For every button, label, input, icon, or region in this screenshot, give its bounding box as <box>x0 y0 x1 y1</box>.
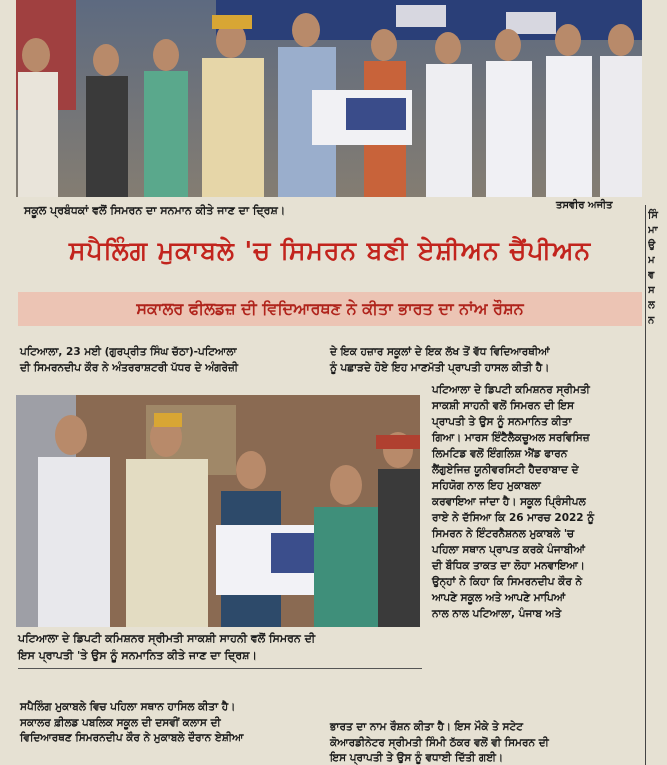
article-line: ਦੀ ਬੌਧਿਕ ਤਾਕਤ ਦਾ ਲੋਹਾ ਮਨਵਾਇਆ। <box>432 560 585 572</box>
article-line: ਇਸ ਪ੍ਰਾਪਤੀ ਤੇ ਉਸ ਨੂੰ ਵਧਾਈ ਦਿੱਤੀ ਗਈ। <box>330 752 504 764</box>
edge-line: ਉ <box>648 240 656 251</box>
article-line: ਉਨ੍ਹਾਂ ਨੇ ਕਿਹਾ ਕਿ ਸਿਮਰਨਦੀਪ ਕੌਰ ਨੇ <box>432 576 583 588</box>
top-photo-caption: ਸਕੂਲ ਪ੍ਰਬੰਧਕਾਂ ਵਲੋਂ ਸਿਮਰਨ ਦਾ ਸਨਮਾਨ ਕੀਤੇ ਜਾਣ ਦਾ ਦ੍ਰਿਸ਼। <box>24 204 286 217</box>
article-line: ਸਿਮਰਨ ਨੇ ਇੰਟਰਨੈਸ਼ਨਲ ਮੁਕਾਬਲੇ 'ਚ <box>432 528 575 540</box>
article-line: ਗਿਆ। ਮਾਰਸ ਇੰਟੈਲੈਕਚੂਅਲ ਸਰਵਿਸਿਜ਼ <box>432 432 590 444</box>
photo-credit: ਤਸਵੀਰ ਅਜੀਤ <box>556 200 613 211</box>
column-right-top <box>330 345 648 376</box>
column-rule <box>645 205 646 765</box>
edge-line: ਵ <box>648 270 655 281</box>
article-line: ਪ੍ਰਾਪਤੀ ਤੇ ਉਸ ਨੂੰ ਸਨਮਾਨਿਤ ਕੀਤਾ <box>432 416 572 428</box>
article-line: ਆਪਣੇ ਸਕੂਲ ਅਤੇ ਆਪਣੇ ਮਾਪਿਆਂ <box>432 592 566 604</box>
top-photo-illustration <box>16 0 642 197</box>
edge-line: ਲ <box>648 300 655 311</box>
column-mid-bottom <box>330 720 648 765</box>
article-line: ਭਾਰਤ ਦਾ ਨਾਮ ਰੌਸ਼ਨ ਕੀਤਾ ਹੈ। ਇਸ ਮੌਕੇ ਤੇ ਸਟੇਟ <box>330 721 523 733</box>
adjacent-article-edge <box>648 208 667 765</box>
caption-line: ਇਸ ਪ੍ਰਾਪਤੀ 'ਤੇ ਉਸ ਨੂੰ ਸਨਮਾਨਿਤ ਕੀਤੇ ਜਾਣ ਦਾ ਦ੍ਰਿਸ਼। <box>18 649 257 662</box>
top-photo <box>16 0 642 197</box>
article-line: ਲਿਮਟਿਡ ਵਲੋਂ ਇੰਗਲਿਸ਼ ਐਂਡ ਫਾਰਨ <box>432 448 568 460</box>
article-line: ਸਪੈਲਿੰਗ ਮੁਕਾਬਲੇ ਵਿਚ ਪਹਿਲਾ ਸਥਾਨ ਹਾਸਿਲ ਕੀਤਾ ਹੈ। <box>20 701 236 713</box>
article-line: ਦੇ ਇਕ ਹਜ਼ਾਰ ਸਕੂਲਾਂ ਦੇ ਇਕ ਲੱਖ ਤੋਂ ਵੱਧ ਵਿਦਿਆਰਥੀਆਂ <box>330 346 550 358</box>
article-line: ਲੈਂਗੁਏਜਿਜ਼ ਯੂਨੀਵਰਸਿਟੀ ਹੈਦਰਾਬਾਦ ਦੇ <box>432 464 579 476</box>
article-line: ਕਰਵਾਇਆ ਜਾਂਦਾ ਹੈ। ਸਕੂਲ ਪ੍ਰਿੰਸੀਪਲ <box>432 496 586 508</box>
column-left-bottom <box>20 700 325 747</box>
edge-line: ਮ <box>648 255 655 266</box>
caption-line: ਪਟਿਆਲਾ ਦੇ ਡਿਪਟੀ ਕਮਿਸ਼ਨਰ ਸ੍ਰੀਮਤੀ ਸਾਕਸ਼ੀ ਸਾਹਨੀ ਵਲੋਂ ਸਿਮਰਨ ਦੀ <box>18 632 316 645</box>
article-line: ਕੋਆਰਡੀਨੇਟਰ ਸ੍ਰੀਮਤੀ ਸਿੰਮੀ ਠੱਕਰ ਵਲੋਂ ਵੀ ਸਿਮਰਨ ਦੀ <box>330 736 549 749</box>
second-photo-caption <box>18 630 422 664</box>
column-left-top <box>20 345 325 376</box>
article-line: ਪਟਿਆਲਾ, 23 ਮਈ (ਗੁਰਪ੍ਰੀਤ ਸਿੰਘ ਚੱਠਾ)-ਪਟਿਆਲਾ <box>20 346 237 358</box>
article-line: ਸਾਕਸ਼ੀ ਸਾਹਨੀ ਵਲੋਂ ਸਿਮਰਨ ਦੀ ਇਸ <box>432 400 575 412</box>
edge-line: ਮਾ <box>648 225 658 236</box>
article-line: ਸਕਾਲਰ ਫ਼ੀਲਡ ਪਬਲਿਕ ਸਕੂਲ ਦੀ ਦਸਵੀਂ ਕਲਾਸ ਦੀ <box>20 716 221 729</box>
article-line: ਵਿਦਿਆਰਥਣ ਸਿਮਰਨਦੀਪ ਕੌਰ ਨੇ ਮੁਕਾਬਲੇ ਦੌਰਾਨ ਏਸ਼ੀਆ <box>20 732 244 744</box>
second-photo-illustration <box>16 395 420 627</box>
article-line: ਸਹਿਯੋਗ ਨਾਲ ਇਹ ਮੁਕਾਬਲਾ <box>432 480 541 492</box>
article-line: ਨੂੰ ਪਛਾੜਦੇ ਹੋਏ ਇਹ ਮਾਣਮੱਤੀ ਪ੍ਰਾਪਤੀ ਹਾਸਲ ਕੀਤੀ ਹੈ। <box>330 361 550 374</box>
edge-line: ਨ <box>648 315 655 326</box>
article-line: ਪਟਿਆਲਾ ਦੇ ਡਿਪਟੀ ਕਮਿਸ਼ਨਰ ਸ੍ਰੀਮਤੀ <box>432 384 590 396</box>
article-line: ਨਾਲ ਨਾਲ ਪਟਿਆਲਾ, ਪੰਜਾਬ ਅਤੇ <box>432 608 562 620</box>
article-line: ਪਹਿਲਾ ਸਥਾਨ ਪ੍ਰਾਪਤ ਕਰਕੇ ਪੰਜਾਬੀਆਂ <box>432 544 585 556</box>
divider <box>18 668 422 669</box>
article-line: ਦੀ ਸਿਮਰਨਦੀਪ ਕੌਰ ਨੇ ਅੰਤਰਰਾਸ਼ਟਰੀ ਪੱਧਰ ਦੇ ਅੰਗਰੇਜ਼ੀ <box>20 361 239 374</box>
article-line: ਰਾਏ ਨੇ ਦੱਸਿਆ ਕਿ 26 ਮਾਰਚ 2022 ਨੂੰ <box>432 512 595 524</box>
second-photo <box>16 395 420 627</box>
headline: ਸਪੈਲਿੰਗ ਮੁਕਾਬਲੇ 'ਚ ਸਿਮਰਨ ਬਣੀ ਏਸ਼ੀਅਨ ਚੈਂਪੀਅਨ <box>68 236 592 265</box>
edge-line: ਸਿੰ <box>648 210 658 221</box>
subheadline: ਸਕਾਲਰ ਫੀਲਡਜ਼ ਦੀ ਵਿਦਿਆਰਥਣ ਨੇ ਕੀਤਾ ਭਾਰਤ ਦਾ ਨਾਂਅ ਰੌਸ਼ਨ <box>18 292 642 326</box>
edge-line: ਸ <box>648 285 655 296</box>
column-right-body <box>432 382 647 622</box>
